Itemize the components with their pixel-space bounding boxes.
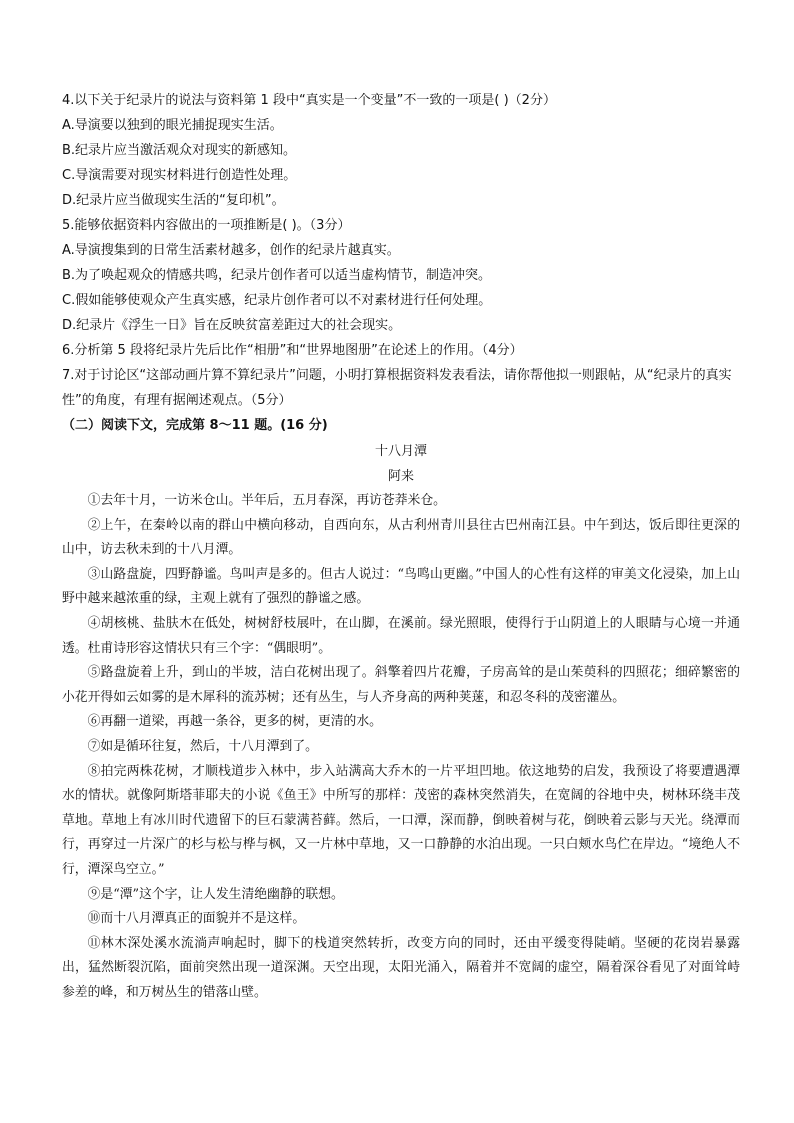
question-4-option-a: A.导演要以独到的眼光捕捉现实生活。	[62, 118, 283, 133]
question-7: 7.对于讨论区“这部动画片算不算纪录片”问题，小明打算根据资料发表看法，请你帮他拟一则跟帖，从“纪录片的真实性”的角度，有理有据阐述观点。（5分）	[62, 368, 732, 408]
question-5-option-b: B.为了唤起观众的情感共鸣，纪录片创作者可以适当虚构情节，制造冲突。	[62, 268, 492, 283]
article-author: 阿来	[387, 469, 414, 484]
article-paragraph: ④胡核桃、盐肤木在低处，树树舒枝展叶，在山脚，在溪前。绿光照眼，使得行于山阴道上的人眼睛与心境一并通透。杜甫诗形容这情状只有三个字：“偶眼明”。	[62, 615, 740, 656]
article-paragraph: ⑨是“潭”这个字，让人发生清绝幽静的联想。	[87, 886, 344, 902]
document-page	[62, 88, 740, 1005]
question-5: 5.能够依据资料内容做出的一项推断是( )。（3分）	[62, 218, 351, 233]
question-6: 6.分析第 5 段将纪录片先后比作“相册”和“世界地图册”在论述上的作用。（4分）	[62, 343, 523, 358]
article	[62, 439, 740, 1005]
article-paragraph: ⑥再翻一道梁，再越一条谷，更多的树，更清的水。	[87, 714, 382, 730]
article-paragraph: ⑧拍完两株花树，才顺栈道步入林中，步入站满高大乔木的一片平坦凹地。依这地势的启发，我预设了将要遭遇潭水的情状。就像阿斯塔菲耶夫的小说《鱼王》中所写的那样：茂密的森林突然消失，在宽阔的谷地中央，树林环绕丰茂草地。草地上有冰川时代遗留下的巨石蒙满苔藓。然后，一口潭，深而静，倒映着树与花，倒映着云影与天光。绕潭而行，再穿过一片深广的杉与松与桦与枫，又一片林中草地，又一口静静的水泊出现。一只白颊水鸟伫在岸边。“境绝人不行，潭深鸟空立。”	[62, 763, 740, 877]
question-4: 4.以下关于纪录片的说法与资料第 1 段中“真实是一个变量”不一致的一项是( )（2分）	[62, 93, 556, 108]
article-paragraph: ③山路盘旋，四野静谧。鸟叫声是多的。但古人说过：“鸟鸣山更幽。”中国人的心性有这样的审美文化浸染，加上山野中越来越浓重的绿，主观上就有了强烈的静谧之感。	[62, 566, 740, 607]
article-paragraph: ⑪林木深处溪水流淌声响起时，脚下的栈道突然转折，改变方向的同时，还由平缓变得陡峭。坚硬的花岗岩暴露出，猛然断裂沉陷，面前突然出现一道深渊。天空出现，太阳光涌入，隔着并不宽阔的虚空，隔着深谷看见了对面耸峙参差的峰，和万树丛生的错落山壁。	[62, 935, 740, 1000]
question-4-option-d: D.纪录片应当做现实生活的“复印机”。	[62, 193, 285, 208]
article-title: 十八月潭	[374, 444, 427, 459]
question-4-option-b: B.纪录片应当激活观众对现实的新感知。	[62, 143, 297, 158]
article-paragraph: ⑩而十八月潭真正的面貌并不是这样。	[87, 911, 306, 927]
question-4-option-c: C.导演需要对现实材料进行创造性处理。	[62, 168, 297, 183]
question-5-option-d: D.纪录片《浮生一日》旨在反映贫富差距过大的社会现实。	[62, 318, 402, 333]
article-paragraph: ⑤路盘旋着上升，到山的半坡，洁白花树出现了。斜擎着四片花瓣，子房高耸的是山茱萸科的四照花；细碎繁密的小花开得如云如雾的是木犀科的流苏树；还有丛生，与人齐身高的两种荚蒾，和忍冬科的茂密灌丛。	[62, 665, 740, 705]
question-5-option-c: C.假如能够使观众产生真实感，纪录片创作者可以不对素材进行任何处理。	[62, 293, 492, 308]
questions-block	[62, 88, 740, 413]
article-paragraph: ②上午，在秦岭以南的群山中横向移动，自西向东，从古利州青川县往古巴州南江县。中午到达，饭后即往更深的山中，访去秋未到的十八月潭。	[62, 517, 740, 558]
article-paragraph: ⑦如是循环往复，然后，十八月潭到了。	[87, 738, 318, 754]
article-paragraph: ①去年十月，一访米仓山。半年后，五月春深，再访苍莽米仓。	[87, 493, 446, 508]
question-5-option-a: A.导演搜集到的日常生活素材越多，创作的纪录片越真实。	[62, 243, 400, 258]
section-heading: （二）阅读下文，完成第 8～11 题。(16 分)	[62, 418, 328, 433]
